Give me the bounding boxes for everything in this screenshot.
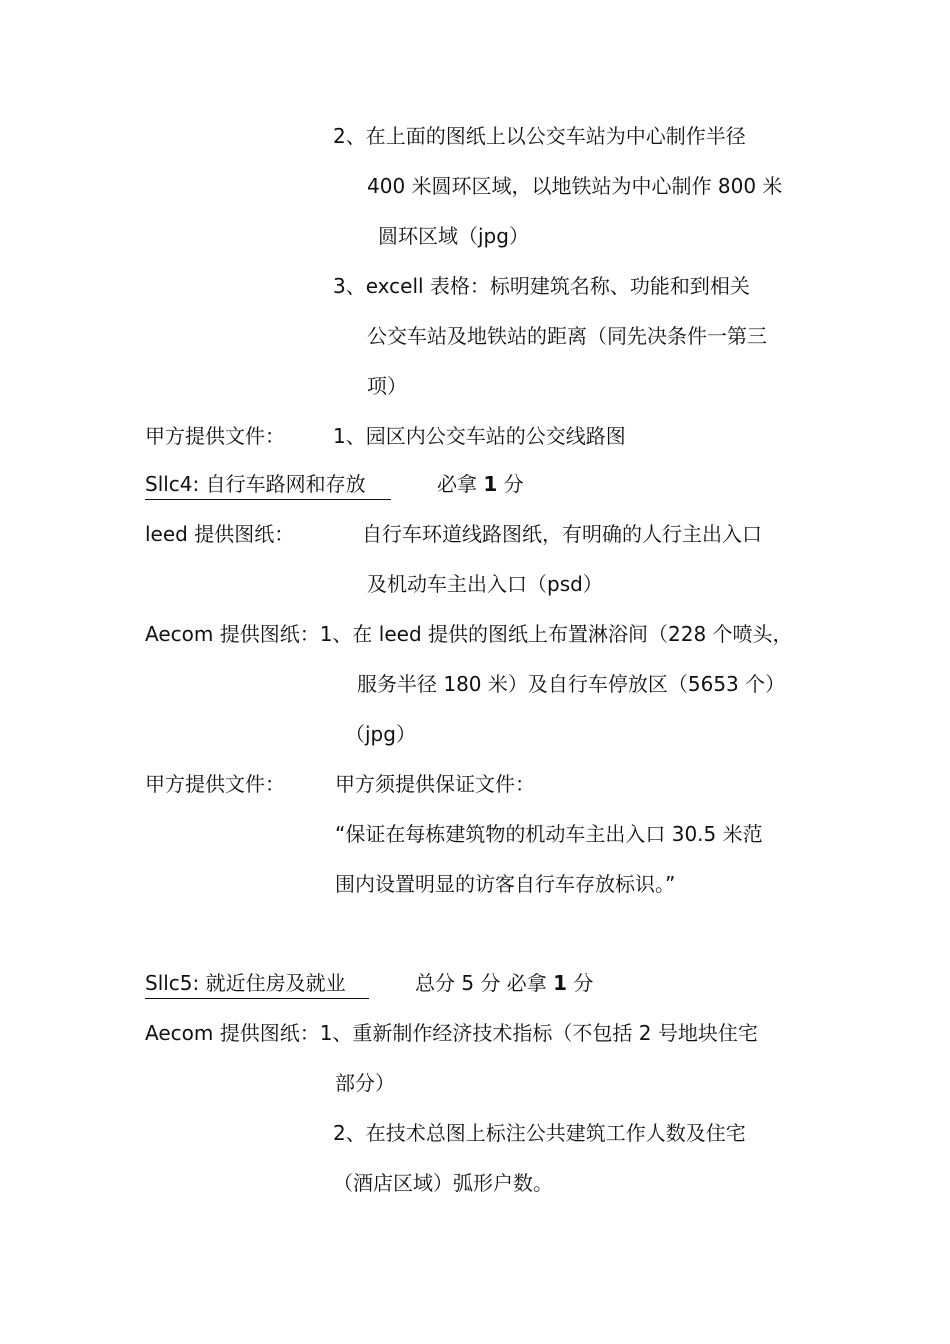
sllc4-leed-line-1: 自行车环道线路图纸，有明确的人行主出入口 <box>362 522 762 546</box>
sllc5-heading-text: Sllc5: 就近住房及就业 <box>145 970 369 999</box>
sllc4-party-a-line-1: 甲方须提供保证文件： <box>335 772 535 796</box>
item-2-line-2: 400 米圆环区域，以地铁站为中心制作 800 米 <box>367 174 783 198</box>
sllc5-score-prefix: 总分 5 分 必拿 <box>415 971 554 995</box>
sllc5-heading <box>145 970 369 996</box>
item-3-line-1: 3、excell 表格：标明建筑名称、功能和到相关 <box>333 274 750 298</box>
item-3-line-3: 项） <box>367 374 407 398</box>
sllc4-party-a-line-3: 围内设置明显的访客自行车存放标识。” <box>335 872 676 896</box>
sllc5-item-2-line-2: （酒店区域）弧形户数。 <box>333 1171 553 1195</box>
sllc4-aecom-line-2: 服务半径 180 米）及自行车停放区（5653 个） <box>357 672 786 696</box>
sllc4-score-prefix: 必拿 <box>437 472 484 496</box>
sllc5-item-2-line-1: 2、在技术总图上标注公共建筑工作人数及住宅 <box>333 1121 746 1145</box>
party-a-item: 1、园区内公交车站的公交线路图 <box>333 424 626 448</box>
sllc4-score-suffix: 分 <box>497 472 524 496</box>
sllc5-score <box>415 970 593 996</box>
item-3-line-2: 公交车站及地铁站的距离（同先决条件一第三 <box>367 324 767 348</box>
item-2-line-1: 2、在上面的图纸上以公交车站为中心制作半径 <box>333 124 746 148</box>
sllc5-score-suffix: 分 <box>567 971 594 995</box>
sllc5-aecom-line-1: Aecom 提供图纸：1、重新制作经济技术指标（不包括 2 号地块住宅 <box>145 1021 758 1045</box>
sllc4-heading-text: Sllc4: 自行车路网和存放 <box>145 471 391 500</box>
sllc4-heading <box>145 471 391 497</box>
sllc4-score <box>437 471 524 497</box>
sllc4-party-a-label: 甲方提供文件： <box>145 772 285 796</box>
sllc5-aecom-line-2: 部分） <box>335 1071 395 1095</box>
party-a-label: 甲方提供文件： <box>145 424 285 448</box>
item-2-line-3: 圆环区域（jpg） <box>378 224 529 248</box>
sllc4-score-number: 1 <box>483 472 498 496</box>
sllc4-leed-label: leed 提供图纸： <box>145 522 295 546</box>
sllc4-aecom-line-1: Aecom 提供图纸：1、在 leed 提供的图纸上布置淋浴间（228 个喷头， <box>145 622 793 646</box>
sllc4-leed-line-2: 及机动车主出入口（psd） <box>367 572 603 596</box>
sllc4-party-a-line-2: “保证在每栋建筑物的机动车主出入口 30.5 米范 <box>335 822 763 846</box>
sllc4-aecom-line-3: （jpg） <box>345 722 416 746</box>
sllc5-score-number: 1 <box>553 971 568 995</box>
